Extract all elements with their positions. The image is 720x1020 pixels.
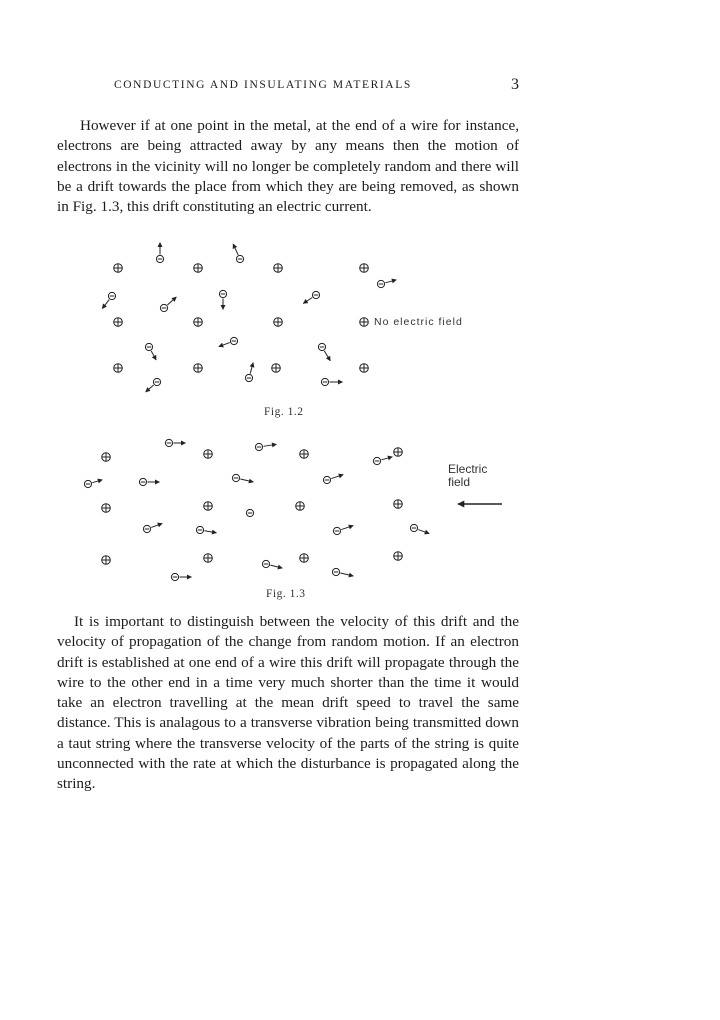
positive-ion: [102, 453, 111, 462]
electron: [219, 290, 226, 309]
electron: [332, 568, 353, 576]
positive-ion: [360, 264, 369, 273]
positive-ion: [204, 450, 213, 459]
positive-ion: [114, 264, 123, 273]
paragraph-drift-intro: However if at one point in the metal, at the end of a wire for instance, electrons are being attracted away by any means then the motion of electrons in the vicinity will no longer be completely random and there will be a drift towards the place from which they are being removed, as shown in Fig. 1.3, this drift constituting an electric current.: [57, 117, 519, 216]
positive-ion: [204, 554, 213, 563]
electron: [245, 363, 253, 382]
positive-ion: [274, 264, 283, 273]
electron: [171, 573, 191, 580]
positive-ion: [296, 502, 305, 511]
electron: [255, 443, 276, 450]
positive-ion: [194, 264, 203, 273]
fig-1-2-caption: Fig. 1.2: [264, 406, 304, 418]
electron: [196, 526, 216, 533]
electron: [143, 523, 162, 532]
electron: [318, 343, 330, 360]
fig-1-3-caption: Fig. 1.3: [266, 588, 306, 600]
electron: [145, 343, 156, 360]
positive-ion: [394, 448, 403, 457]
fig-1-2-particles: [102, 243, 396, 392]
electron: [84, 480, 102, 488]
electron: [410, 524, 429, 533]
positive-ion: [114, 364, 123, 373]
electron: [156, 243, 163, 263]
electron: [139, 478, 159, 485]
positive-ion: [300, 450, 309, 459]
electron: [102, 292, 115, 308]
electron: [323, 475, 343, 484]
electron: [333, 526, 353, 535]
positive-ion: [194, 364, 203, 373]
electron: [219, 337, 238, 346]
positive-ion: [102, 504, 111, 513]
positive-ion: [360, 364, 369, 373]
positive-ion: [300, 554, 309, 563]
electron: [160, 297, 176, 312]
electron: [373, 457, 392, 465]
fig-1-2-label: No electric field: [374, 316, 463, 328]
electron: [232, 474, 253, 482]
electron: [165, 439, 185, 446]
positive-ion: [204, 502, 213, 511]
electron: [233, 244, 243, 263]
paragraph-propagation: It is important to distinguish between the velocity of this drift and the velocity of propagation of the change from random motion. If an electron drift is established at one end of a wire this drift will propagate through the wire to the other end in a time very much shorter than the time it would take an electron travelling at the mean drift speed to travel the same distance. This is analagous to a transverse vibration being transmitted down a taut string where the transverse velocity of the parts of the string is quite unconnected with the rate at which the disturbance is propagated along the string.: [57, 613, 519, 793]
fig-1-3-label-line2: field: [448, 475, 471, 489]
fig-1-3-particles: [84, 439, 429, 580]
positive-ion: [274, 318, 283, 327]
running-title: CONDUCTING AND INSULATING MATERIALS: [114, 79, 412, 91]
page-number: 3: [511, 76, 519, 93]
positive-ion: [194, 318, 203, 327]
electron: [321, 378, 342, 385]
positive-ion: [114, 318, 123, 327]
positive-ion: [394, 500, 403, 509]
positive-ion: [272, 364, 281, 373]
positive-ion: [360, 318, 369, 327]
fig-1-3-label-line1: Electric: [448, 462, 488, 476]
electron: [303, 291, 319, 303]
positive-ion: [394, 552, 403, 561]
electron: [146, 378, 161, 392]
electron: [246, 509, 253, 516]
positive-ion: [102, 556, 111, 565]
electron: [262, 560, 282, 568]
electron: [377, 280, 396, 288]
